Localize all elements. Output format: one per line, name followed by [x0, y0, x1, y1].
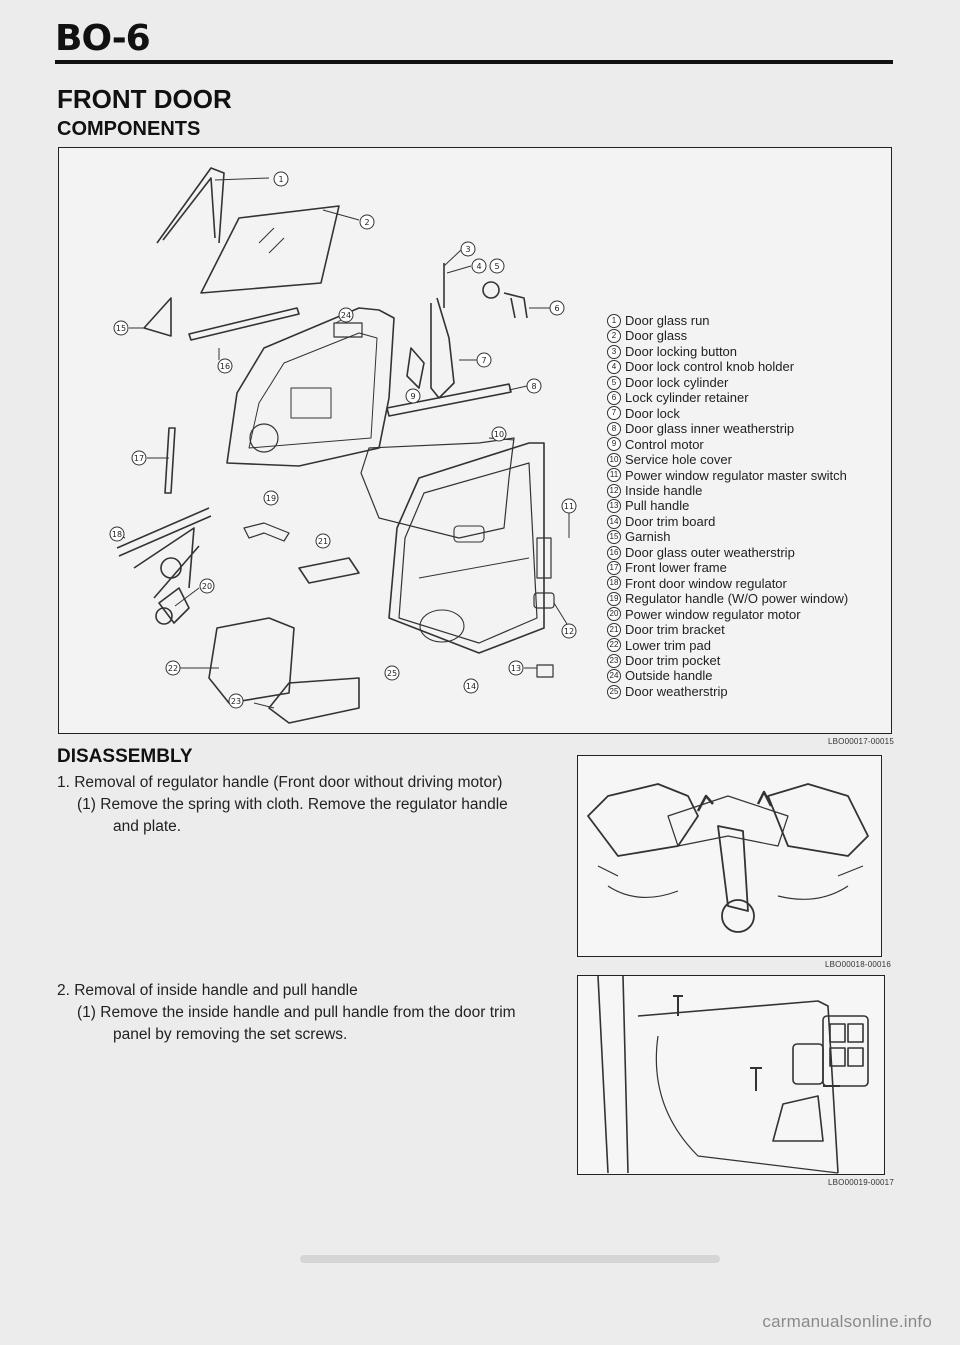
legend-item — [607, 452, 848, 467]
legend-label: Power window regulator master switch — [625, 467, 847, 483]
section-title: FRONT DOOR — [57, 84, 232, 114]
legend-number: 19 — [607, 592, 621, 606]
part-pull-handle — [537, 665, 553, 677]
legend-item — [607, 653, 848, 668]
svg-text:1: 1 — [278, 175, 284, 184]
legend-label: Front lower frame — [625, 560, 727, 576]
legend-number: 9 — [607, 437, 621, 451]
part-door-lock — [431, 298, 454, 398]
svg-text:21: 21 — [317, 537, 329, 546]
step-2 — [57, 980, 537, 1046]
legend-label: Door lock cylinder — [625, 374, 729, 390]
legend-label: Lock cylinder retainer — [625, 390, 749, 406]
legend-number: 21 — [607, 623, 621, 637]
disassembly-title: DISASSEMBLY — [57, 746, 193, 767]
section-subtitle: COMPONENTS — [57, 118, 201, 140]
legend-label: Door weatherstrip — [625, 683, 728, 699]
legend-number: 4 — [607, 360, 621, 374]
part-trim-pocket — [269, 678, 359, 723]
legend-label: Door trim pocket — [625, 652, 721, 668]
figure-inside-handle — [577, 975, 885, 1175]
legend-number: 24 — [607, 669, 621, 683]
legend-number: 11 — [607, 468, 621, 482]
legend-item — [607, 328, 848, 343]
svg-text:23: 23 — [230, 697, 242, 706]
legend-item — [607, 421, 848, 436]
legend-number: 22 — [607, 638, 621, 652]
legend-number: 18 — [607, 576, 621, 590]
part-door-panel — [227, 308, 394, 466]
legend-item — [607, 390, 848, 405]
step-2-lead: 2. Removal of inside handle and pull handle — [57, 982, 358, 999]
footer-smudge — [300, 1255, 720, 1263]
inside-handle-illustration — [578, 976, 883, 1173]
part-lower-frame — [165, 428, 175, 493]
part-regulator-handle — [244, 523, 289, 541]
legend-label: Service hole cover — [625, 452, 732, 468]
step-1 — [57, 772, 537, 838]
svg-text:20: 20 — [201, 582, 213, 591]
legend-item — [607, 576, 848, 591]
legend-item — [607, 529, 848, 544]
svg-text:17: 17 — [133, 454, 145, 463]
legend-item — [607, 514, 848, 529]
svg-text:8: 8 — [531, 382, 537, 391]
part-window-regulator — [117, 508, 211, 598]
legend-label: Door lock control knob holder — [625, 359, 795, 375]
part-outer-weatherstrip — [189, 308, 299, 340]
svg-text:19: 19 — [265, 494, 277, 503]
legend-number: 23 — [607, 654, 621, 668]
svg-text:4: 4 — [476, 262, 482, 271]
svg-text:22: 22 — [167, 664, 179, 673]
legend-label: Door glass run — [625, 313, 710, 328]
svg-text:12: 12 — [563, 627, 575, 636]
svg-text:24: 24 — [340, 311, 352, 320]
svg-text:14: 14 — [465, 682, 477, 691]
svg-text:3: 3 — [465, 245, 471, 254]
svg-text:5: 5 — [494, 262, 500, 271]
legend-item — [607, 622, 848, 637]
legend-number: 14 — [607, 515, 621, 529]
legend-item — [607, 607, 848, 622]
legend-item — [607, 498, 848, 513]
legend-item — [607, 468, 848, 483]
legend-label: Door glass inner weatherstrip — [625, 421, 795, 437]
legend-number: 13 — [607, 499, 621, 513]
legend-number: 8 — [607, 422, 621, 436]
legend-number: 1 — [607, 314, 621, 328]
svg-text:6: 6 — [554, 304, 560, 313]
legend-number: 12 — [607, 484, 621, 498]
legend-label: Garnish — [625, 529, 671, 545]
legend-number: 5 — [607, 376, 621, 390]
exploded-diagram — [59, 148, 575, 733]
part-door-glass — [201, 206, 339, 293]
legend-item — [607, 437, 848, 452]
components-figure-code: LBO00017-00015 — [828, 737, 894, 746]
svg-text:13: 13 — [510, 664, 522, 673]
page-code: BO-6 — [55, 18, 150, 59]
figure-1-code: LBO00018-00016 — [825, 960, 891, 969]
legend-label: Door glass — [625, 328, 688, 344]
legend-item — [607, 560, 848, 575]
legend-label: Control motor — [625, 436, 704, 452]
svg-text:15: 15 — [115, 324, 127, 333]
part-glass-run — [157, 168, 224, 243]
part-trim-bracket — [299, 558, 359, 583]
legend-item — [607, 359, 848, 374]
regulator-handle-illustration — [578, 756, 880, 955]
legend-item — [607, 638, 848, 653]
part-trim-board — [399, 463, 537, 643]
legend-number: 17 — [607, 561, 621, 575]
part-lower-trim-pad — [209, 618, 294, 703]
legend-label: Door lock — [625, 405, 680, 421]
legend-number: 16 — [607, 546, 621, 560]
legend-label: Inside handle — [625, 482, 703, 498]
legend-number: 7 — [607, 406, 621, 420]
legend-item — [607, 406, 848, 421]
legend-number: 10 — [607, 453, 621, 467]
legend-label: Front door window regulator — [625, 575, 787, 591]
legend-label: Door trim board — [625, 513, 716, 529]
legend-label: Door glass outer weatherstrip — [625, 544, 795, 560]
legend-item — [607, 344, 848, 359]
legend-number: 2 — [607, 329, 621, 343]
part-regulator-motor — [159, 588, 189, 623]
svg-text:2: 2 — [364, 218, 370, 227]
header-rule — [55, 60, 893, 64]
part-service-hole-cover — [361, 438, 514, 538]
legend-item — [607, 375, 848, 390]
svg-text:25: 25 — [386, 669, 398, 678]
legend-label: Outside handle — [625, 668, 713, 684]
legend-label: Pull handle — [625, 498, 690, 514]
legend-item — [607, 684, 848, 699]
part-garnish — [144, 298, 171, 336]
legend-item — [607, 591, 848, 606]
svg-text:11: 11 — [563, 502, 575, 511]
components-legend — [607, 313, 848, 699]
svg-text:10: 10 — [493, 430, 505, 439]
legend-label: Door locking button — [625, 343, 738, 359]
svg-text:16: 16 — [219, 362, 231, 371]
legend-item — [607, 313, 848, 328]
step-1-lead: 1. Removal of regulator handle (Front door without driving motor) — [57, 774, 503, 791]
site-watermark: carmanualsonline.info — [762, 1312, 932, 1331]
legend-label: Power window regulator motor — [625, 606, 801, 622]
legend-number: 3 — [607, 345, 621, 359]
legend-label: Lower trim pad — [625, 637, 711, 653]
legend-label: Regulator handle (W/O power window) — [625, 591, 849, 607]
step-1-sub: (1) Remove the spring with cloth. Remove the regulator handle and plate. — [77, 796, 508, 835]
svg-text:7: 7 — [481, 356, 487, 365]
legend-number: 20 — [607, 607, 621, 621]
figure-2-code: LBO00019-00017 — [828, 1178, 894, 1187]
legend-number: 6 — [607, 391, 621, 405]
legend-item — [607, 668, 848, 683]
legend-label: Door trim bracket — [625, 622, 725, 638]
step-2-sub: (1) Remove the inside handle and pull handle from the door trim panel by removing the set screws. — [77, 1004, 516, 1043]
svg-text:18: 18 — [111, 530, 123, 539]
legend-item — [607, 483, 848, 498]
figure-regulator-handle — [577, 755, 882, 957]
part-door-weatherstrip — [389, 443, 544, 653]
svg-text:9: 9 — [410, 392, 416, 401]
components-figure — [58, 147, 892, 734]
legend-number: 15 — [607, 530, 621, 544]
legend-number: 25 — [607, 685, 621, 699]
legend-item — [607, 545, 848, 560]
